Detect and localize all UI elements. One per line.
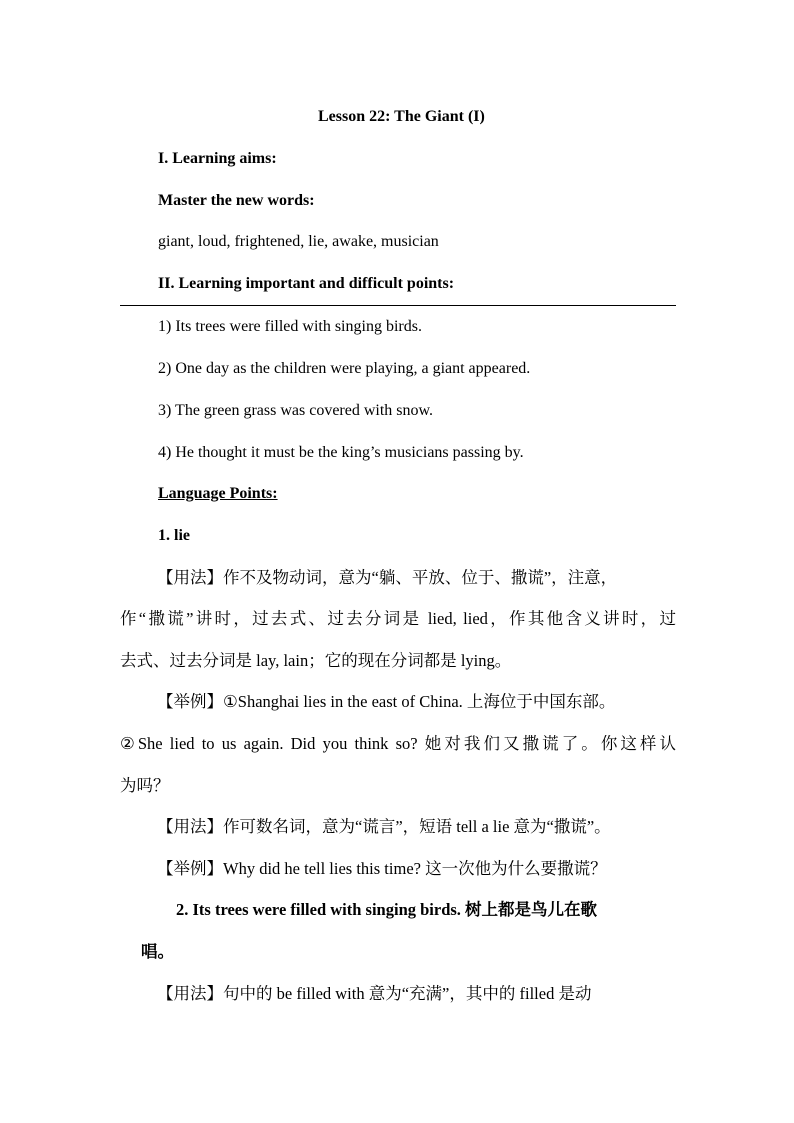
sentence-4: 4) He thought it must be the king’s musicians passing by. xyxy=(158,444,524,461)
point-1-usage-line-3: 去式、过去分词是 lay, lain；它的现在分词都是 lying。 xyxy=(120,651,512,670)
language-points-heading: Language Points: xyxy=(158,485,278,502)
point-2-heading-line-1: 2. Its trees were filled with singing birds. 树上都是鸟儿在歌 xyxy=(176,900,598,919)
master-words-label: Master the new words: xyxy=(158,192,315,209)
new-words-list: giant, loud, frightened, lie, awake, musician xyxy=(158,233,439,250)
point-1-usage-line-2: 作“撒谎”讲时，过去式、过去分词是 lied, lied，作其他含义讲时，过 xyxy=(120,609,676,628)
sentence-3: 3) The green grass was covered with snow. xyxy=(158,402,434,419)
page-title: Lesson 22: The Giant (I) xyxy=(318,108,485,125)
point-2-usage-line-1: 【用法】句中的 be filled with 意为“充满”，其中的 filled 是动 xyxy=(157,984,592,1003)
aims-heading: I. Learning aims: xyxy=(158,150,277,167)
sentence-2: 2) One day as the children were playing, a giant appeared. xyxy=(158,360,531,377)
point-1-usage-line-1: 【用法】作不及物动词，意为“躺、平放、位于、撒谎”，注意， xyxy=(157,568,618,587)
point-1-example-line-1: 【举例】①Shanghai lies in the east of China. 上海位于中国东部。 xyxy=(157,692,616,711)
point-1-example-2: 【举例】Why did he tell lies this time? 这一次他为什么要撒谎？ xyxy=(157,859,607,878)
point-1-heading: 1. lie xyxy=(158,527,190,544)
sentence-1: 1) Its trees were filled with singing birds. xyxy=(158,318,422,335)
point-1-example-line-2: ②She lied to us again. Did you think so? 她对我们又撒谎了。你这样认 xyxy=(120,734,676,753)
point-1-usage-2: 【用法】作可数名词，意为“谎言”，短语 tell a lie 意为“撒谎”。 xyxy=(157,817,611,836)
point-2-heading-line-2: 唱。 xyxy=(141,942,174,961)
section-rule xyxy=(120,305,676,306)
points-heading: II. Learning important and difficult points: xyxy=(158,275,455,292)
point-1-example-line-3: 为吗？ xyxy=(120,776,170,795)
